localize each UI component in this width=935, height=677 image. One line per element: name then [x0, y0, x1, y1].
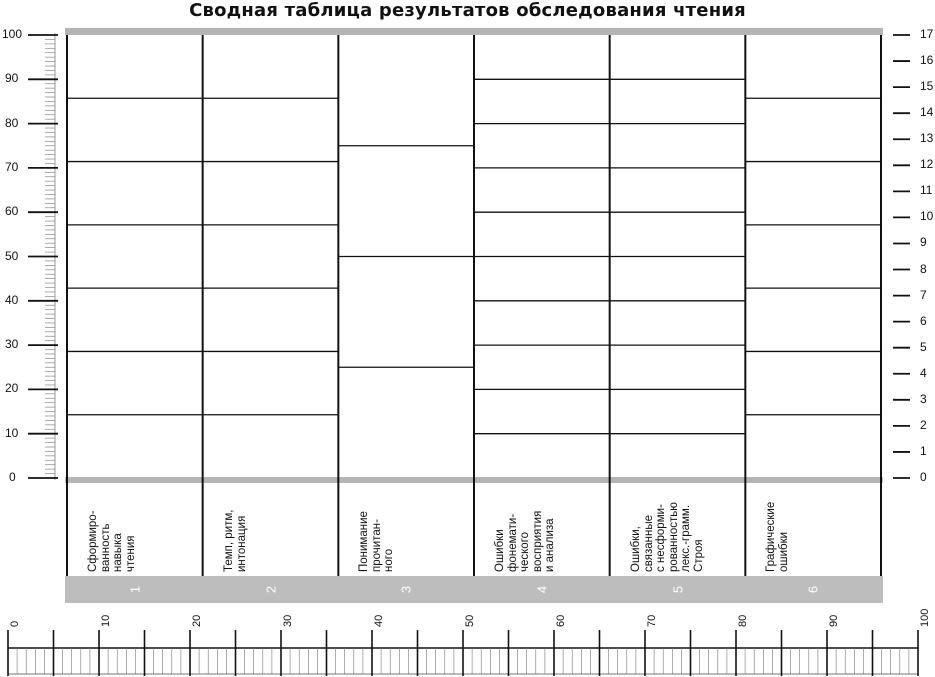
column-label-3: Понимание прочитан- ного: [358, 511, 396, 572]
bottom-scale-label: 40: [373, 614, 385, 627]
column-label-5: Ошибки, связанные с несформи- рованностью лекс.-грамм. Строя: [629, 502, 705, 572]
right-scale-label: 3: [920, 391, 927, 406]
column-number-3: 3: [398, 585, 414, 594]
column-label-6: Графические ошибки: [765, 501, 790, 572]
right-scale-label: 6: [920, 313, 927, 328]
left-scale-label: 90: [5, 71, 19, 86]
left-scale-label: 30: [5, 337, 19, 352]
right-scale-label: 7: [920, 287, 927, 302]
column-number-5: 5: [670, 585, 685, 594]
right-scale-label: 1: [920, 443, 927, 458]
right-scale-label: 2: [920, 417, 927, 432]
bottom-scale-label: 50: [464, 614, 476, 627]
column-number-1: 1: [127, 585, 143, 594]
right-scale-label: 5: [920, 339, 927, 354]
bottom-scale-label: 90: [828, 614, 840, 627]
left-scale-label: 40: [5, 292, 19, 307]
column-number-4: 4: [534, 585, 550, 594]
left-scale-label: 70: [5, 159, 19, 174]
page-title: Сводная таблица результатов обследования чтения: [189, 0, 746, 21]
right-scale-label: 10: [920, 209, 934, 224]
right-scale-label: 9: [920, 235, 927, 250]
left-scale-label: 80: [5, 115, 19, 130]
column-label-1: Сформиро- ванность навыка чтения: [87, 510, 137, 572]
bottom-scale-label: 100: [919, 608, 931, 627]
left-scale-label: 60: [5, 204, 19, 219]
bottom-scale-label: 10: [100, 614, 112, 627]
column-number-band: [65, 576, 883, 603]
column-label-4: Ошибки фонемати- ческого восприятия и анализа: [494, 510, 556, 572]
grid-top-bar: [65, 28, 883, 35]
bottom-scale-label: 20: [191, 614, 203, 627]
right-scale-label: 12: [920, 157, 934, 172]
right-scale-label: 16: [920, 53, 934, 68]
right-scale-label: 17: [920, 27, 934, 41]
right-scale-label: 0: [920, 470, 927, 484]
right-scale-label: 4: [920, 365, 927, 380]
column-number-6: 6: [805, 585, 821, 594]
bottom-scale-label: 0: [9, 620, 21, 627]
bottom-scale-label: 30: [282, 614, 294, 627]
left-scale-label: 50: [5, 248, 19, 263]
column-number-2: 2: [263, 585, 278, 594]
left-scale-label: 100: [2, 27, 23, 41]
bottom-scale-label: 70: [646, 614, 658, 627]
bottom-scale-label: 60: [555, 614, 567, 627]
right-scale-label: 8: [920, 261, 927, 276]
left-scale-label: 0: [9, 470, 16, 484]
bottom-scale-label: 80: [737, 614, 749, 627]
column-label-2: Темп, ритм, интонация: [222, 509, 248, 572]
right-scale-label: 11: [920, 183, 933, 198]
right-scale-label: 15: [920, 79, 934, 94]
left-scale-label: 20: [5, 381, 19, 396]
right-scale-label: 13: [920, 131, 934, 146]
left-scale-label: 10: [5, 425, 19, 440]
right-scale-label: 14: [920, 105, 934, 120]
